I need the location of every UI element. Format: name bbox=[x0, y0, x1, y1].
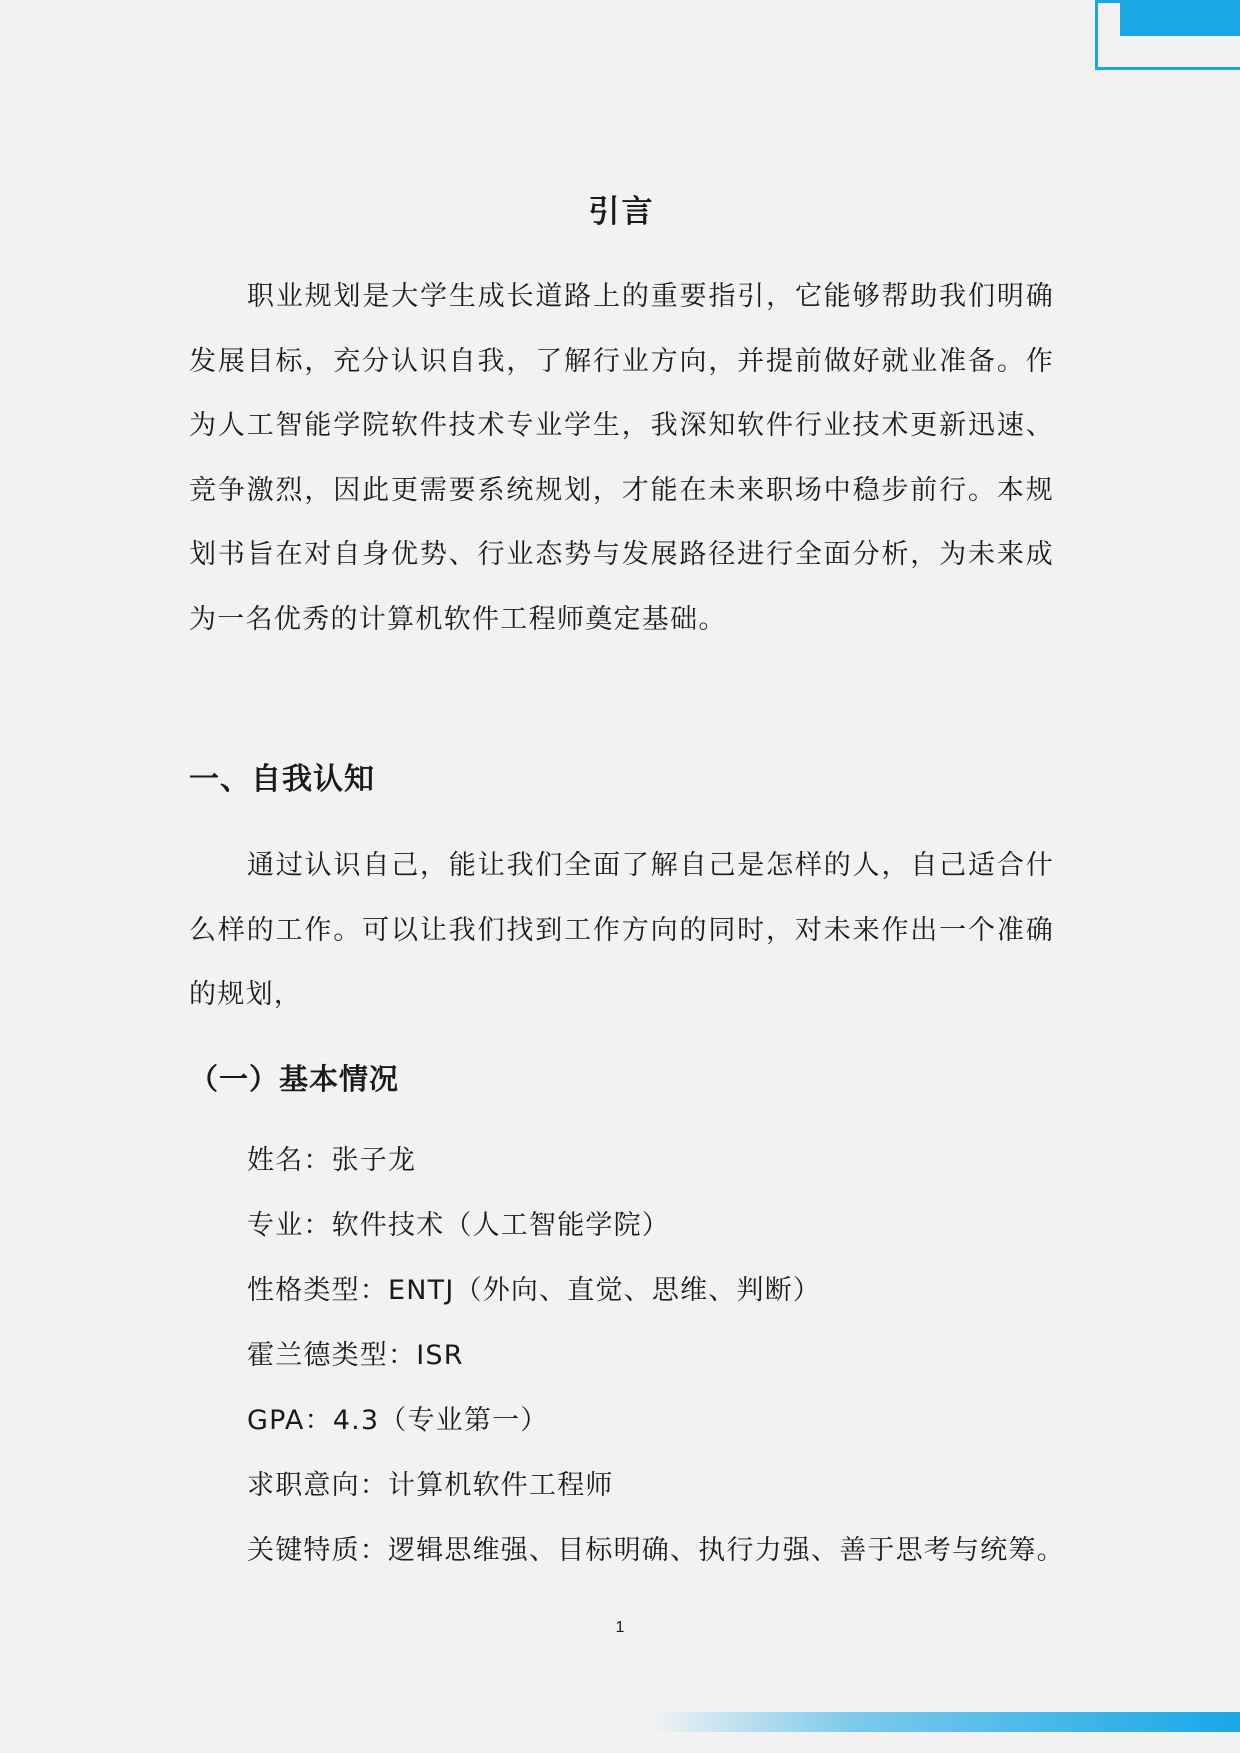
subsection-heading-basic-info: （一）基本情况 bbox=[189, 1062, 400, 1096]
page-number: 1 bbox=[615, 1619, 625, 1636]
corner-decoration-fill bbox=[1120, 0, 1240, 36]
document-title: 引言 bbox=[588, 194, 655, 230]
info-item-major: 专业：软件技术（人工智能学院） bbox=[247, 1210, 670, 1241]
info-item-personality: 性格类型：ENTJ（外向、直觉、思维、判断） bbox=[247, 1275, 822, 1306]
info-item-job-intention: 求职意向：计算机软件工程师 bbox=[247, 1470, 614, 1501]
info-item-holland: 霍兰德类型：ISR bbox=[247, 1340, 464, 1371]
intro-paragraph: 职业规划是大学生成长道路上的重要指引，它能够帮助我们明确发展目标，充分认识自我，了解行业方向，并提前做好就业准备。作为人工智能学院软件技术专业学生，我深知软件行业技术更新迅速、竞争激烈，因此更需要系统规划，才能在未来职场中稳步前行。本规划书旨在对自身优势、行业态势与发展路径进行全面分析，为未来成为一名优秀的计算机软件工程师奠定基础。 bbox=[189, 281, 1054, 635]
self-cognition-paragraph: 通过认识自己，能让我们全面了解自己是怎样的人，自己适合什么样的工作。可以让我们找到工作方向的同时，对未来作出一个准确的规划， bbox=[189, 850, 1054, 1010]
info-item-name: 姓名：张子龙 bbox=[247, 1145, 417, 1176]
info-item-gpa: GPA：4.3（专业第一） bbox=[247, 1405, 549, 1436]
footer-gradient-bar bbox=[650, 1712, 1240, 1732]
basic-info-list bbox=[247, 1128, 1065, 1583]
info-item-key-traits: 关键特质：逻辑思维强、目标明确、执行力强、善于思考与统筹。 bbox=[247, 1535, 1065, 1566]
section-heading-self-cognition: 一、自我认知 bbox=[189, 762, 375, 797]
